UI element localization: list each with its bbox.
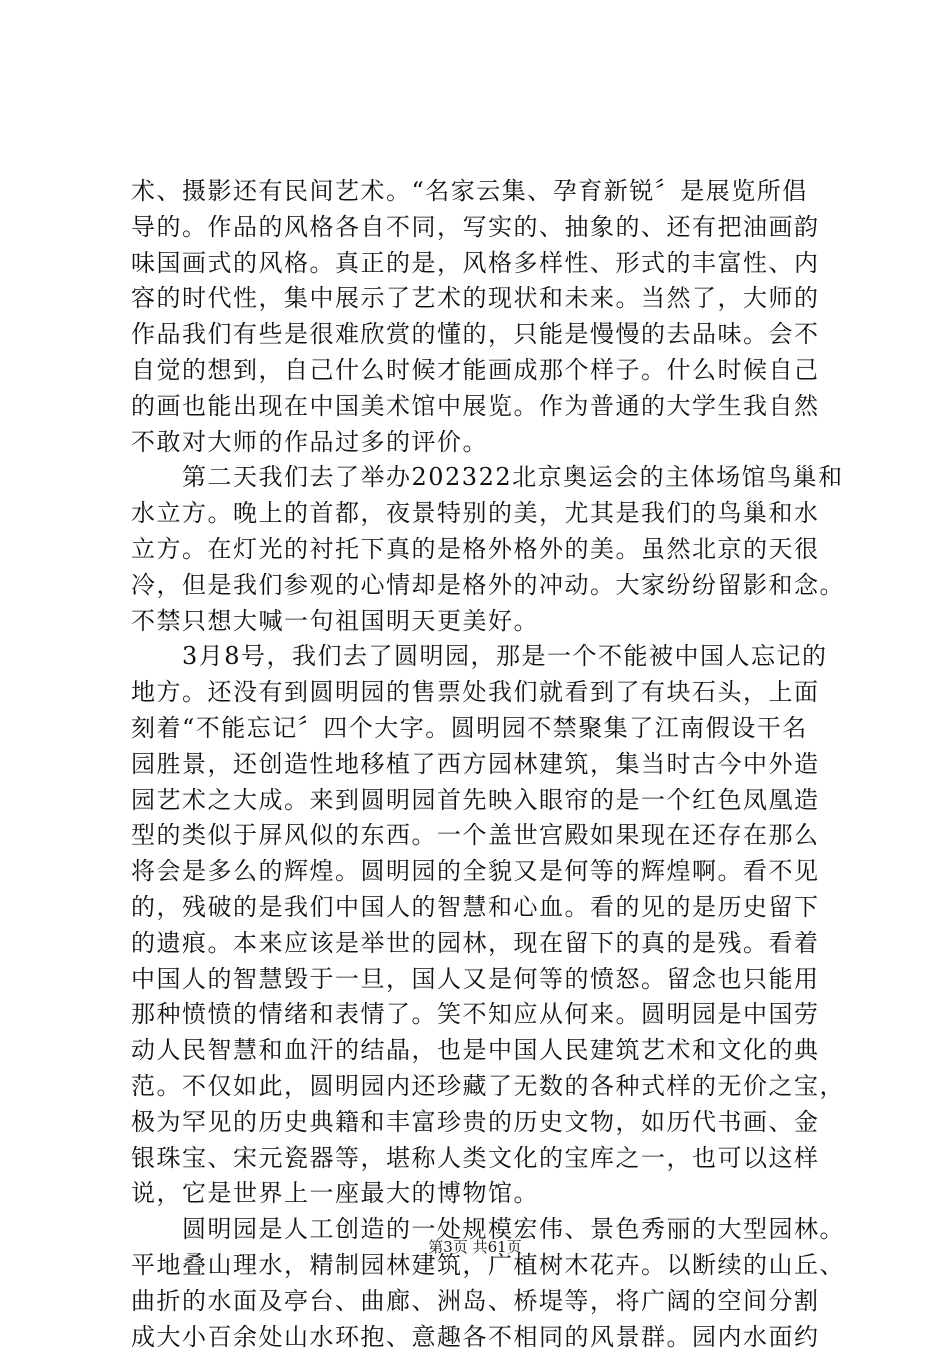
- text-line: 成大小百余处山水环抱、意趣各不相同的风景群。园内水面约: [131, 1320, 831, 1355]
- text-line: 第二天我们去了举办202322北京奥运会的主体场馆鸟巢和: [131, 460, 831, 496]
- text-line: 不禁只想大喊一句祖国明天更美好。: [131, 604, 831, 640]
- text-line: 中国人的智慧毁于一旦，国人又是何等的愤怒。留念也只能用: [131, 962, 831, 998]
- text-line: 园艺术之大成。来到圆明园首先映入眼帘的是一个红色凤凰造: [131, 783, 831, 819]
- text-line: 3月8号，我们去了圆明园，那是一个不能被中国人忘记的: [131, 639, 831, 675]
- text-line: 术、摄影还有民间艺术。“名家云集、孕育新锐〞是展览所倡: [131, 174, 831, 210]
- text-line: 将会是多么的辉煌。圆明园的全貌又是何等的辉煌啊。看不见: [131, 854, 831, 890]
- text-line: 水立方。晚上的首都，夜景特别的美，尤其是我们的鸟巢和水: [131, 496, 831, 532]
- text-line: 圆明园是人工创造的一处规模宏伟、景色秀丽的大型园林。: [131, 1212, 831, 1248]
- text-line: 地方。还没有到圆明园的售票处我们就看到了有块石头，上面: [131, 675, 831, 711]
- text-line: 极为罕见的历史典籍和丰富珍贵的历史文物，如历代书画、金: [131, 1105, 831, 1141]
- text-line: 动人民智慧和血汗的结晶，也是中国人民建筑艺术和文化的典: [131, 1033, 831, 1069]
- body-text: [131, 174, 831, 1355]
- text-line: 园胜景，还创造性地移植了西方园林建筑，集当时古今中外造: [131, 747, 831, 783]
- text-line: 立方。在灯光的衬托下真的是格外格外的美。虽然北京的天很: [131, 532, 831, 568]
- text-line: 不敢对大师的作品过多的评价。: [131, 425, 831, 461]
- text-line: 型的类似于屏风似的东西。一个盖世宫殿如果现在还存在那么: [131, 818, 831, 854]
- text-line: 那种愤愤的情绪和表情了。笑不知应从何来。圆明园是中国劳: [131, 997, 831, 1033]
- text-line: 曲折的水面及亭台、曲廊、洲岛、桥堤等，将广阔的空间分割: [131, 1284, 831, 1320]
- page-number-footer: 第3页 共61页: [0, 1237, 950, 1257]
- text-line: 的遗痕。本来应该是举世的园林，现在留下的真的是残。看着: [131, 926, 831, 962]
- text-line: 导的。作品的风格各自不同，写实的、抽象的、还有把油画韵: [131, 210, 831, 246]
- text-line: 平地叠山理水，精制园林建筑，广植树木花卉。以断续的山丘、: [131, 1248, 831, 1284]
- text-line: 刻着“不能忘记〞四个大字。圆明园不禁聚集了江南假设干名: [131, 711, 831, 747]
- text-line: 作品我们有些是很难欣赏的懂的，只能是慢慢的去品味。会不: [131, 317, 831, 353]
- text-line: 味国画式的风格。真正的是，风格多样性、形式的丰富性、内: [131, 246, 831, 282]
- text-line: 的，残破的是我们中国人的智慧和心血。看的见的是历史留下: [131, 890, 831, 926]
- text-line: 冷，但是我们参观的心情却是格外的冲动。大家纷纷留影和念。: [131, 568, 831, 604]
- text-line: 说，它是世界上一座最大的博物馆。: [131, 1176, 831, 1212]
- text-line: 的画也能出现在中国美术馆中展览。作为普通的大学生我自然: [131, 389, 831, 425]
- text-line: 自觉的想到，自己什么时候才能画成那个样子。什么时候自己: [131, 353, 831, 389]
- text-line: 容的时代性，集中展示了艺术的现状和未来。当然了，大师的: [131, 281, 831, 317]
- text-line: 银珠宝、宋元瓷器等，堪称人类文化的宝库之一，也可以这样: [131, 1141, 831, 1177]
- text-line: 范。不仅如此，圆明园内还珍藏了无数的各种式样的无价之宝，: [131, 1069, 831, 1105]
